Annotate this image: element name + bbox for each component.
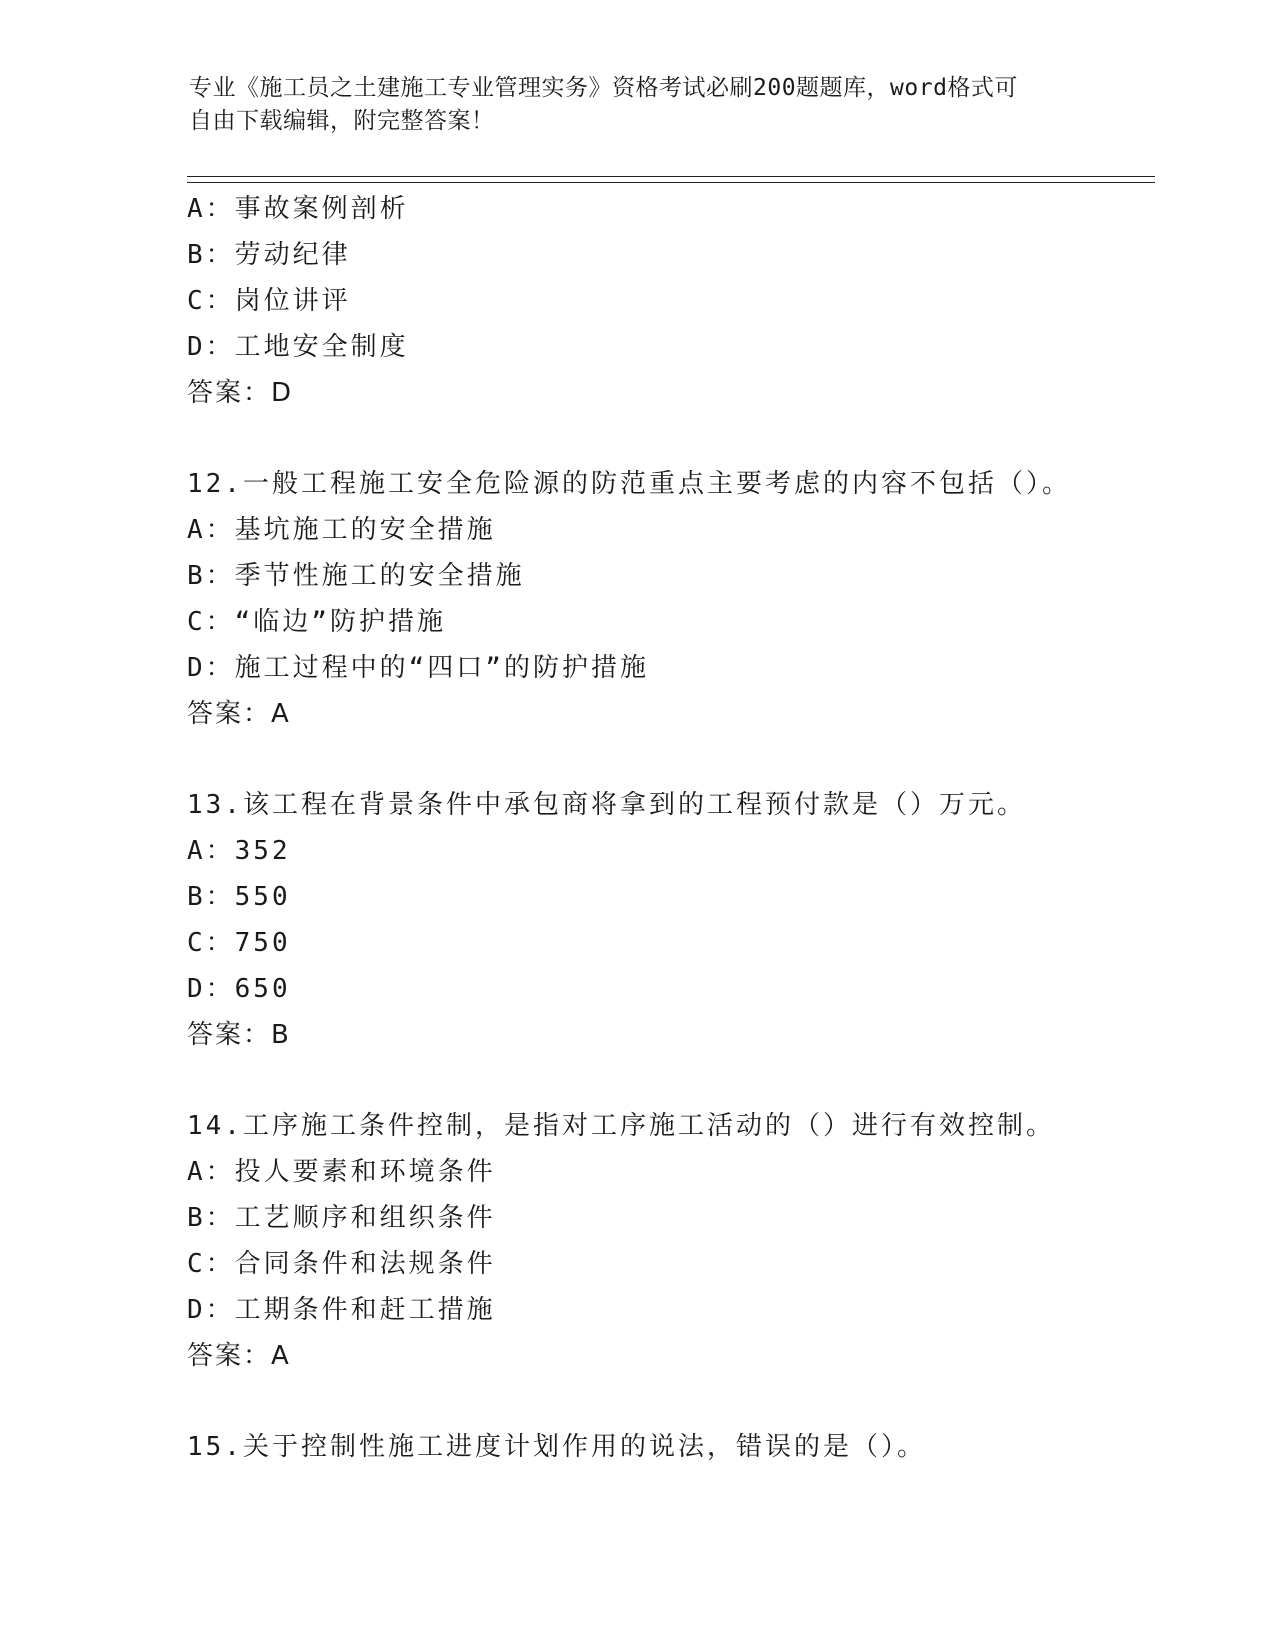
header-line-2: 自由下载编辑，附完整答案！ [189, 108, 495, 134]
option-d: D：工期条件和赶工措施 [187, 1295, 496, 1325]
answer: 答案：A [187, 699, 291, 729]
option-a: A：352 [187, 836, 291, 866]
option-b: B：工艺顺序和组织条件 [187, 1203, 496, 1233]
question-12 [187, 461, 1147, 737]
header-divider-bottom [187, 182, 1155, 183]
option-b: B：550 [187, 882, 291, 912]
header-line-1: 专业《施工员之土建施工专业管理实务》资格考试必刷200题题库，word格式可 [189, 75, 1018, 101]
option-a: A：基坑施工的安全措施 [187, 515, 496, 545]
option-d: D：650 [187, 974, 291, 1004]
question-14 [187, 1103, 1147, 1379]
option-b: B：劳动纪律 [187, 240, 351, 270]
option-c: C：合同条件和法规条件 [187, 1249, 496, 1279]
answer: 答案：A [187, 1341, 291, 1371]
option-a: A：投人要素和环境条件 [187, 1157, 496, 1187]
question-13 [187, 782, 1147, 1058]
question-text: 14.工序施工条件控制，是指对工序施工活动的（）进行有效控制。 [187, 1111, 1055, 1141]
question-list [187, 186, 1147, 1470]
option-a: A：事故案例剖析 [187, 194, 409, 224]
option-b: B：季节性施工的安全措施 [187, 561, 525, 591]
question-text: 12.一般工程施工安全危险源的防范重点主要考虑的内容不包括（）。 [187, 469, 1071, 499]
question-15 [187, 1424, 1147, 1470]
spacer [187, 416, 1147, 461]
question-text: 13.该工程在背景条件中承包商将拿到的工程预付款是（）万元。 [187, 790, 1026, 820]
option-d: D：工地安全制度 [187, 332, 409, 362]
option-d: D：施工过程中的“四口”的防护措施 [187, 653, 649, 683]
answer: 答案：D [187, 378, 294, 408]
document-header [189, 72, 1069, 138]
question-text: 15.关于控制性施工进度计划作用的说法，错误的是（）。 [187, 1432, 926, 1462]
option-c: C：“临边”防护措施 [187, 607, 446, 637]
spacer [187, 1379, 1147, 1424]
header-divider-top [187, 176, 1155, 177]
option-c: C：750 [187, 928, 291, 958]
spacer [187, 737, 1147, 782]
spacer [187, 1058, 1147, 1103]
answer: 答案：B [187, 1020, 291, 1050]
option-c: C：岗位讲评 [187, 286, 351, 316]
question-11-options [187, 186, 1147, 416]
